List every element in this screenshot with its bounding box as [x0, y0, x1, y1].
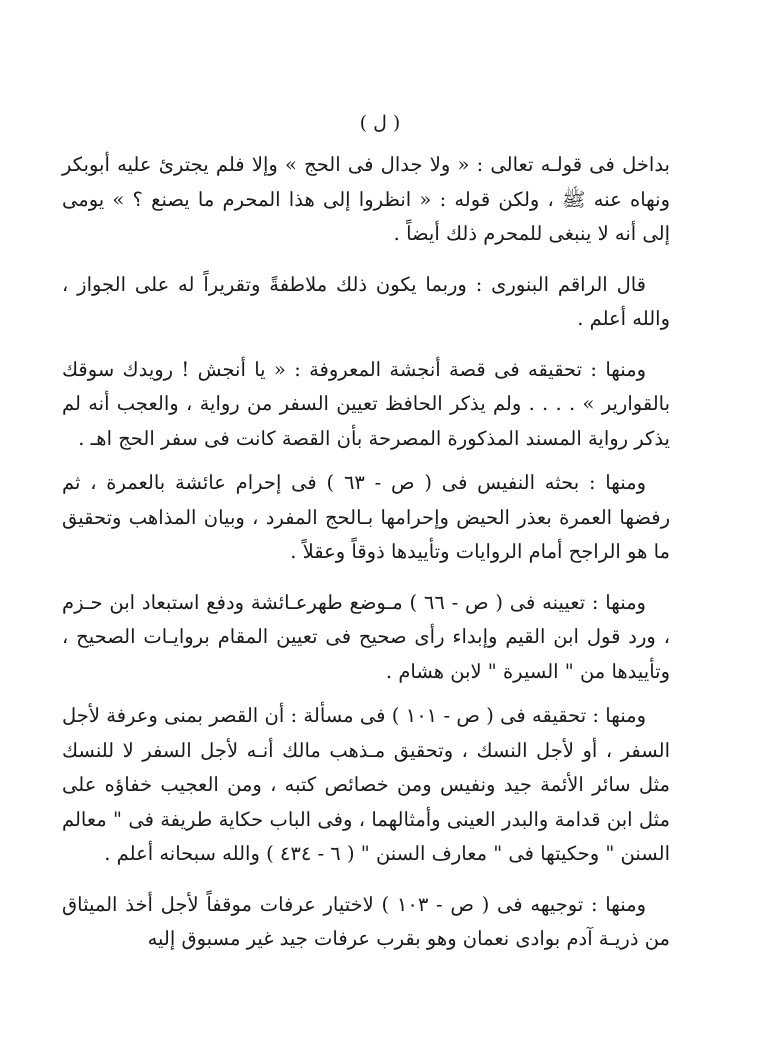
paragraph-hajj-dispute: بداخل فى قولـه تعالى : « ولا جدال فى الحج » وإلا فلم يجترئ عليه أبوبكر ونهاه عنه ﷺ ، ولكن قوله : « انظروا إلى هذا المحرم ما يصنع ؟ » يومى إلى أنه لا ينبغى للمحرم ذلك أيضاً . — [62, 153, 670, 245]
paragraph-anjasha-story: ومنها : تحقيقه فى قصة أنجشة المعروفة : « يا أنجش ! رويدك سوقك بالقوارير » . . . . ولم يذكر الحافظ تعيين السفر من رواية ، والعجب أنه لم يذكر رواية المسند المذكورة المصرحة بأن القصة كانت فى سفر الحج اهـ . — [62, 357, 670, 450]
paragraph-aisha-ihram: ومنها : بحثه النفيس فى ( ص - ٦٣ ) فى إحرام عائشة بالعمرة ، ثم رفضها العمرة بعذر الحيض وإحرامها بـالحج المفرد ، وبيان المذاهب وتحقيق ما هو الراجح أمام الروايات وتأييدها ذوقاً وعقلاً . — [62, 471, 670, 563]
paragraph-author-comment: قال الراقم البنورى : وربما يكون ذلك ملاطفةً وتقريراً له على الجواز ، والله أعلم . — [62, 272, 670, 330]
page-number-marker: ( ل ) — [359, 112, 401, 134]
page-body — [62, 148, 670, 973]
paragraph-qasr-at-mina: ومنها : تحقيقه فى ( ص - ١٠١ ) فى مسألة : أن القصر بمنى وعرفة لأجل السفر ، أو لأجل النسك ، وتحقيق مـذهب مالك أنـه لأجل السفر لا للنسك مثل سائر الأئمة جيد ونفيس ومن خصائص كتبه ، ومن العجيب خفاؤه على مثل ابن قدامة والبدر العينى وأمثالهما ، وفى الباب حكاية طريفة فى " معالم السنن " وحكيتها فى " معارف السنن " ( ٦ - ٤٣٤ ) والله سبحانه أعلم . — [62, 704, 670, 865]
paragraph-aisha-purification: ومنها : تعيينه فى ( ص - ٦٦ ) مـوضع طهرعـائشة ودفع استبعاد ابن حـزم ، ورد قول ابن القيم وإبداء رأى صحيح فى تعيين المقام بروايـات الصحيح ، وتأييدها من " السيرة " لابن هشام . — [62, 590, 670, 683]
paragraph-arafat-station: ومنها : توجيهه فى ( ص - ١٠٣ ) لاختيار عرفات موقفاً لأجل أخذ الميثاق من ذريـة آدم بوادى نعمان وهو بقرب عرفات جيد غير مسبوق إليه — [62, 892, 670, 950]
